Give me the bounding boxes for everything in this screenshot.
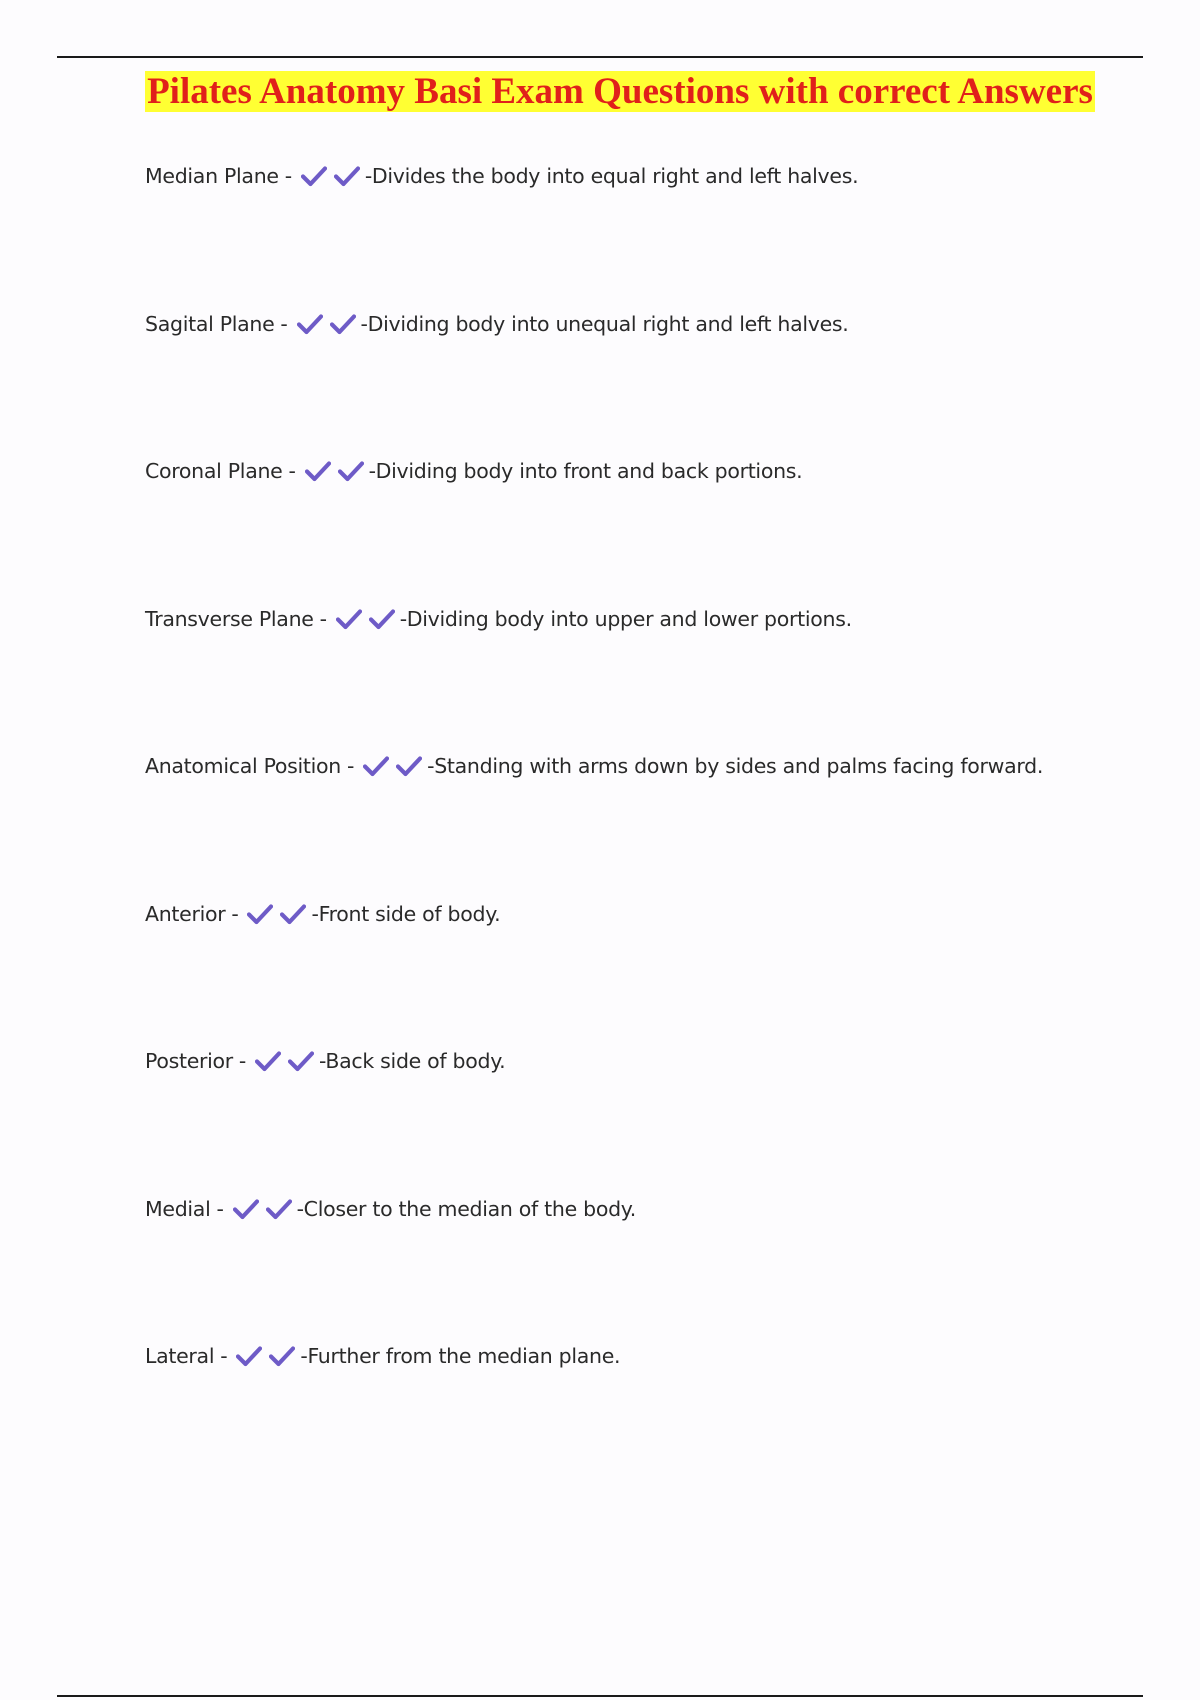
list-item: [145, 1193, 1145, 1341]
entry-answer: -Dividing body into front and back portions.: [368, 459, 803, 483]
list-item: [145, 160, 1145, 308]
entry-separator: -: [284, 164, 292, 188]
checkmarks: [236, 1345, 297, 1367]
checkmark-icon: [334, 165, 360, 187]
checkmark-icon: [301, 165, 327, 187]
checkmark-icon: [369, 608, 395, 630]
checkmarks: [233, 1198, 294, 1220]
entry-list: [145, 160, 1145, 1488]
entry-answer: -Divides the body into equal right and left halves.: [364, 164, 859, 188]
checkmark-icon: [305, 460, 331, 482]
entry-term: Anterior: [145, 901, 226, 926]
checkmark-icon: [247, 903, 273, 925]
list-item: [145, 308, 1145, 456]
checkmark-icon: [336, 608, 362, 630]
checkmarks: [247, 903, 308, 925]
checkmark-icon: [330, 313, 356, 335]
entry-term: Posterior: [145, 1049, 233, 1073]
list-item: [145, 750, 1145, 898]
checkmark-icon: [236, 1345, 262, 1367]
entry-separator: -: [288, 459, 296, 483]
checkmarks: [297, 313, 358, 335]
checkmark-icon: [338, 460, 364, 482]
entry-answer: -Dividing body into upper and lower portions.: [399, 606, 852, 631]
checkmark-icon: [363, 755, 389, 777]
checkmarks: [301, 165, 362, 187]
entry-answer: -Standing with arms down by sides and palms facing forward.: [427, 754, 1044, 778]
checkmarks: [255, 1050, 316, 1072]
checkmark-icon: [288, 1050, 314, 1072]
top-rule: [57, 56, 1143, 58]
entry-term: Median Plane: [145, 164, 279, 188]
checkmarks: [336, 608, 397, 630]
list-item: [145, 1045, 1145, 1193]
entry-separator: -: [220, 1344, 228, 1368]
entry-separator: -: [280, 311, 288, 336]
entry-term: Coronal Plane: [145, 459, 283, 483]
checkmark-icon: [280, 903, 306, 925]
entry-answer: -Front side of body.: [311, 901, 501, 926]
checkmark-icon: [255, 1050, 281, 1072]
checkmark-icon: [233, 1198, 259, 1220]
entry-answer: -Back side of body.: [319, 1049, 506, 1073]
list-item: [145, 898, 1145, 1046]
entry-term: Transverse Plane: [145, 606, 314, 631]
checkmark-icon: [266, 1198, 292, 1220]
entry-separator: -: [216, 1196, 224, 1221]
entry-answer: -Dividing body into unequal right and left halves.: [360, 311, 849, 336]
list-item: [145, 603, 1145, 751]
entry-answer: -Further from the median plane.: [300, 1344, 621, 1368]
entry-answer: -Closer to the median of the body.: [296, 1196, 636, 1221]
checkmarks: [363, 755, 424, 777]
list-item: [145, 1340, 1145, 1488]
list-item: [145, 455, 1145, 603]
entry-term: Anatomical Position: [145, 754, 341, 778]
checkmark-icon: [269, 1345, 295, 1367]
bottom-rule: [57, 1695, 1143, 1697]
entry-term: Lateral: [145, 1344, 215, 1368]
checkmark-icon: [297, 313, 323, 335]
entry-separator: -: [238, 1049, 247, 1073]
entry-separator: -: [231, 901, 239, 926]
checkmark-icon: [396, 755, 422, 777]
entry-term: Sagital Plane: [145, 311, 275, 336]
entry-separator: -: [319, 606, 327, 631]
entry-separator: -: [347, 754, 355, 778]
checkmarks: [305, 460, 366, 482]
document-title-text: Pilates Anatomy Basi Exam Questions with correct Answers: [147, 71, 1093, 112]
document-title: [140, 70, 1100, 113]
entry-term: Medial: [145, 1196, 211, 1221]
